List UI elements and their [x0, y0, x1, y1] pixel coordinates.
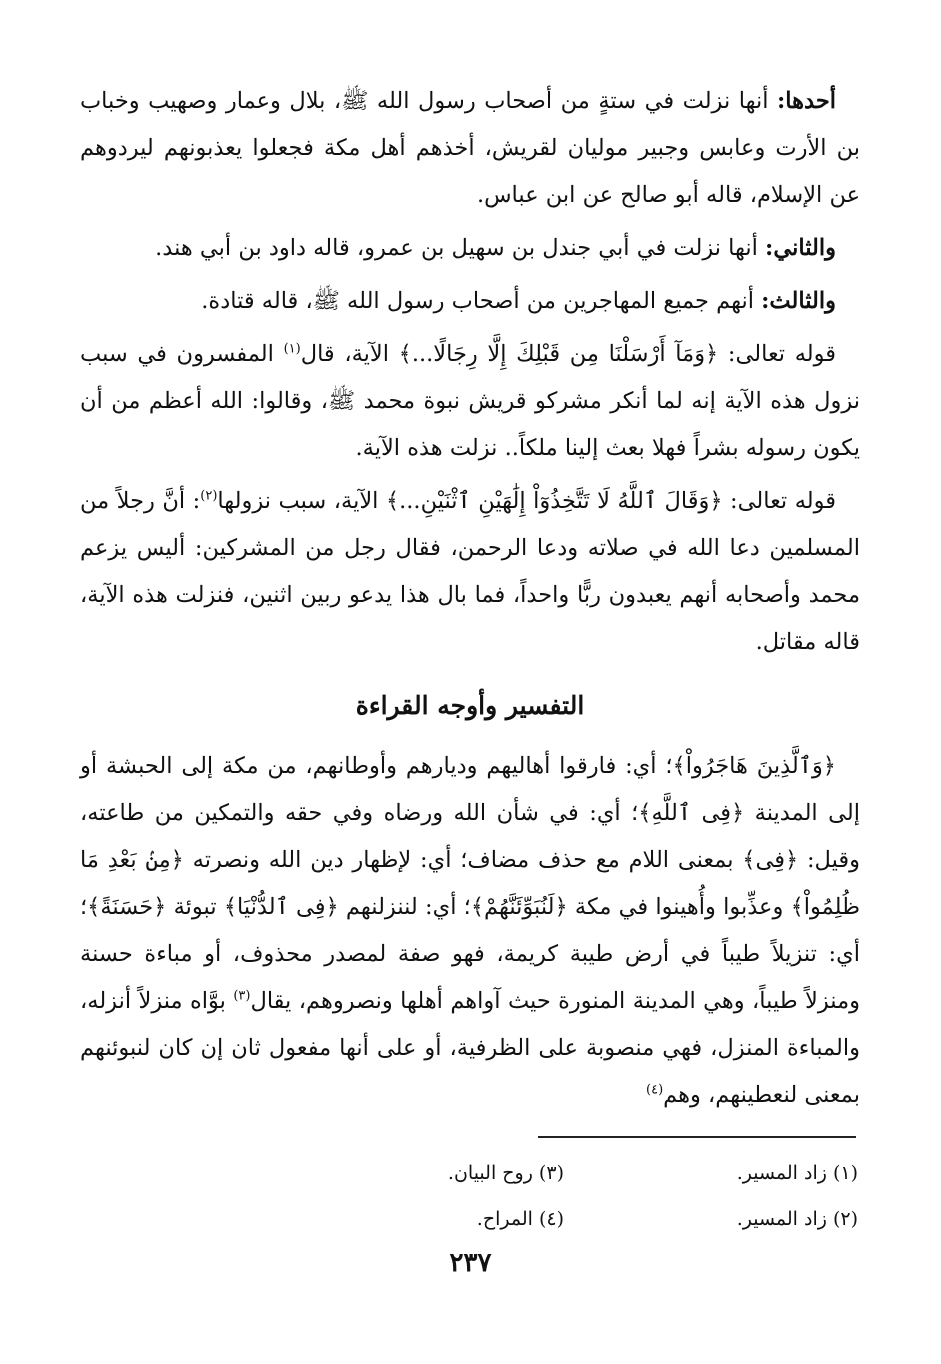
paragraph-lead: والثالث: — [761, 288, 836, 314]
text-run: : أنَّ رجلاً من المسلمين دعا الله في صلاته ودعا الرحمن، فقال رجل من المشركين: أليس يزعم محمد وأصحابه أنهم يعبدون ربًّا واحداً، فما بال هذا يدعو ربين اثنين، فنزلت هذه الآية، قاله مقاتل. — [80, 488, 860, 655]
text-run: الآية، قال — [300, 341, 399, 367]
text-run: وعذِّبوا وأُهينوا في مكة — [567, 894, 791, 920]
text-run: تبوئة — [166, 894, 224, 920]
text-run: بوَّاه منزلاً أنزله، والمباءة المنزل، فهي منصوبة على الظرفية، أو على أنها مفعول ثان إن كان لنبوئنهم بمعنى لنعطينهم، وهم — [80, 988, 860, 1108]
paragraph-text: أنهم جميع المهاجرين من أصحاب رسول الله ﷺ، قاله قتادة. — [201, 288, 762, 314]
quran-quote: ﴿لَنُبَوِّئَنَّهُمْ﴾ — [470, 894, 568, 920]
quran-quote: ﴿فِى ٱللَّهِ﴾ — [638, 800, 745, 826]
paragraph-third-opinion — [80, 278, 860, 325]
footnote-4: (٤) المراح. — [476, 1208, 564, 1230]
footnote-2: (٢) زاد المسير. — [736, 1208, 858, 1230]
text-run: المفسرون في سبب نزول هذه الآية إنه لما أنكر مشركو قريش نبوة محمد ﷺ، وقالوا: الله أعظم من أن يكون رسوله بشراً فهلا بعث إلينا ملكاً.. نزلت هذه الآية. — [80, 341, 860, 461]
text-run: ؛ أي: تنزيلاً طيباً في أرض طيبة كريمة، فهو صفة لمصدر محذوف، أو مباءة حسنة ومنزلاً طيباً، وهي المدينة المنورة حيث آواهم أهلها ونصروهم، يقال — [80, 894, 860, 1014]
paragraph-tafsir — [80, 743, 860, 1119]
paragraph-text: أنها نزلت في ستةٍ من أصحاب رسول الله ﷺ، بلال وعمار وصهيب وخباب بن الأرت وعابس وجبير موليان لقريش، أخذهم أهل مكة فجعلوا يعذبونهم ليردوهم عن الإسلام، قاله أبو صالح عن ابن عباس. — [80, 88, 860, 208]
paragraph-second-opinion — [80, 225, 860, 272]
text-run: ؛ أي: لننزلنهم — [338, 894, 471, 920]
paragraph-verse-two-gods — [80, 478, 860, 666]
paragraph-lead: والثاني: — [765, 235, 836, 261]
section-heading: التفسير وأوجه القراءة — [355, 691, 585, 720]
text-run: ؛ أي: فارقوا أهاليهم وديارهم وأوطانهم، من مكة إلى الحبشة أو إلى المدينة — [80, 753, 860, 826]
quran-quote: ﴿مِنۢ بَعْدِ مَا ظُلِمُواْ﴾ — [80, 847, 860, 920]
quran-quote: ﴿حَسَنَةً﴾ — [87, 894, 167, 920]
footnotes — [310, 1150, 858, 1242]
text-run: قوله تعالى: — [718, 341, 837, 367]
quran-quote: ﴿وَقَالَ ٱللَّهُ لَا تَتَّخِذُوٓاْ إِلَٰهَيْنِ ٱثْنَيْنِ...﴾ — [385, 488, 723, 514]
footnote-divider — [538, 1136, 856, 1138]
footnote-ref: (٤) — [646, 1082, 664, 1098]
paragraph-lead: أحدها: — [777, 88, 836, 114]
text-run: بمعنى اللام مع حذف مضاف؛ أي: لإظهار دين الله ونصرته — [183, 847, 743, 873]
paragraph-verse-messengers — [80, 331, 860, 472]
footnote-1: (١) زاد المسير. — [736, 1162, 858, 1184]
text-run: قوله تعالى: — [722, 488, 836, 514]
footnote-ref: (١) — [283, 341, 301, 357]
footnote-3: (٣) روح البيان. — [447, 1162, 564, 1184]
page-number: ٢٣٧ — [449, 1248, 492, 1278]
paragraph-text: أنها نزلت في أبي جندل بن سهيل بن عمرو، قاله داود بن أبي هند. — [155, 235, 766, 261]
main-text — [80, 78, 860, 1125]
footnote-ref: (٢) — [200, 488, 218, 504]
paragraph-first-opinion — [80, 78, 860, 219]
text-run: ؛ أي: في شأن الله ورضاه وفي حقه والتمكين من طاعته، وقيل: — [80, 800, 861, 873]
quran-quote: ﴿فِى ٱلدُّنْيَا﴾ — [223, 894, 339, 920]
quran-quote: ﴿وَمَآ أَرْسَلْنَا مِن قَبْلِكَ إِلَّا رِجَالًا...﴾ — [398, 341, 719, 367]
footnote-ref: (٣) — [233, 988, 251, 1004]
quran-quote: ﴿وَٱلَّذِينَ هَاجَرُواْ﴾ — [672, 753, 836, 779]
text-run: الآية، سبب نزولها — [217, 488, 386, 514]
quran-quote: ﴿فِى﴾ — [742, 847, 799, 873]
